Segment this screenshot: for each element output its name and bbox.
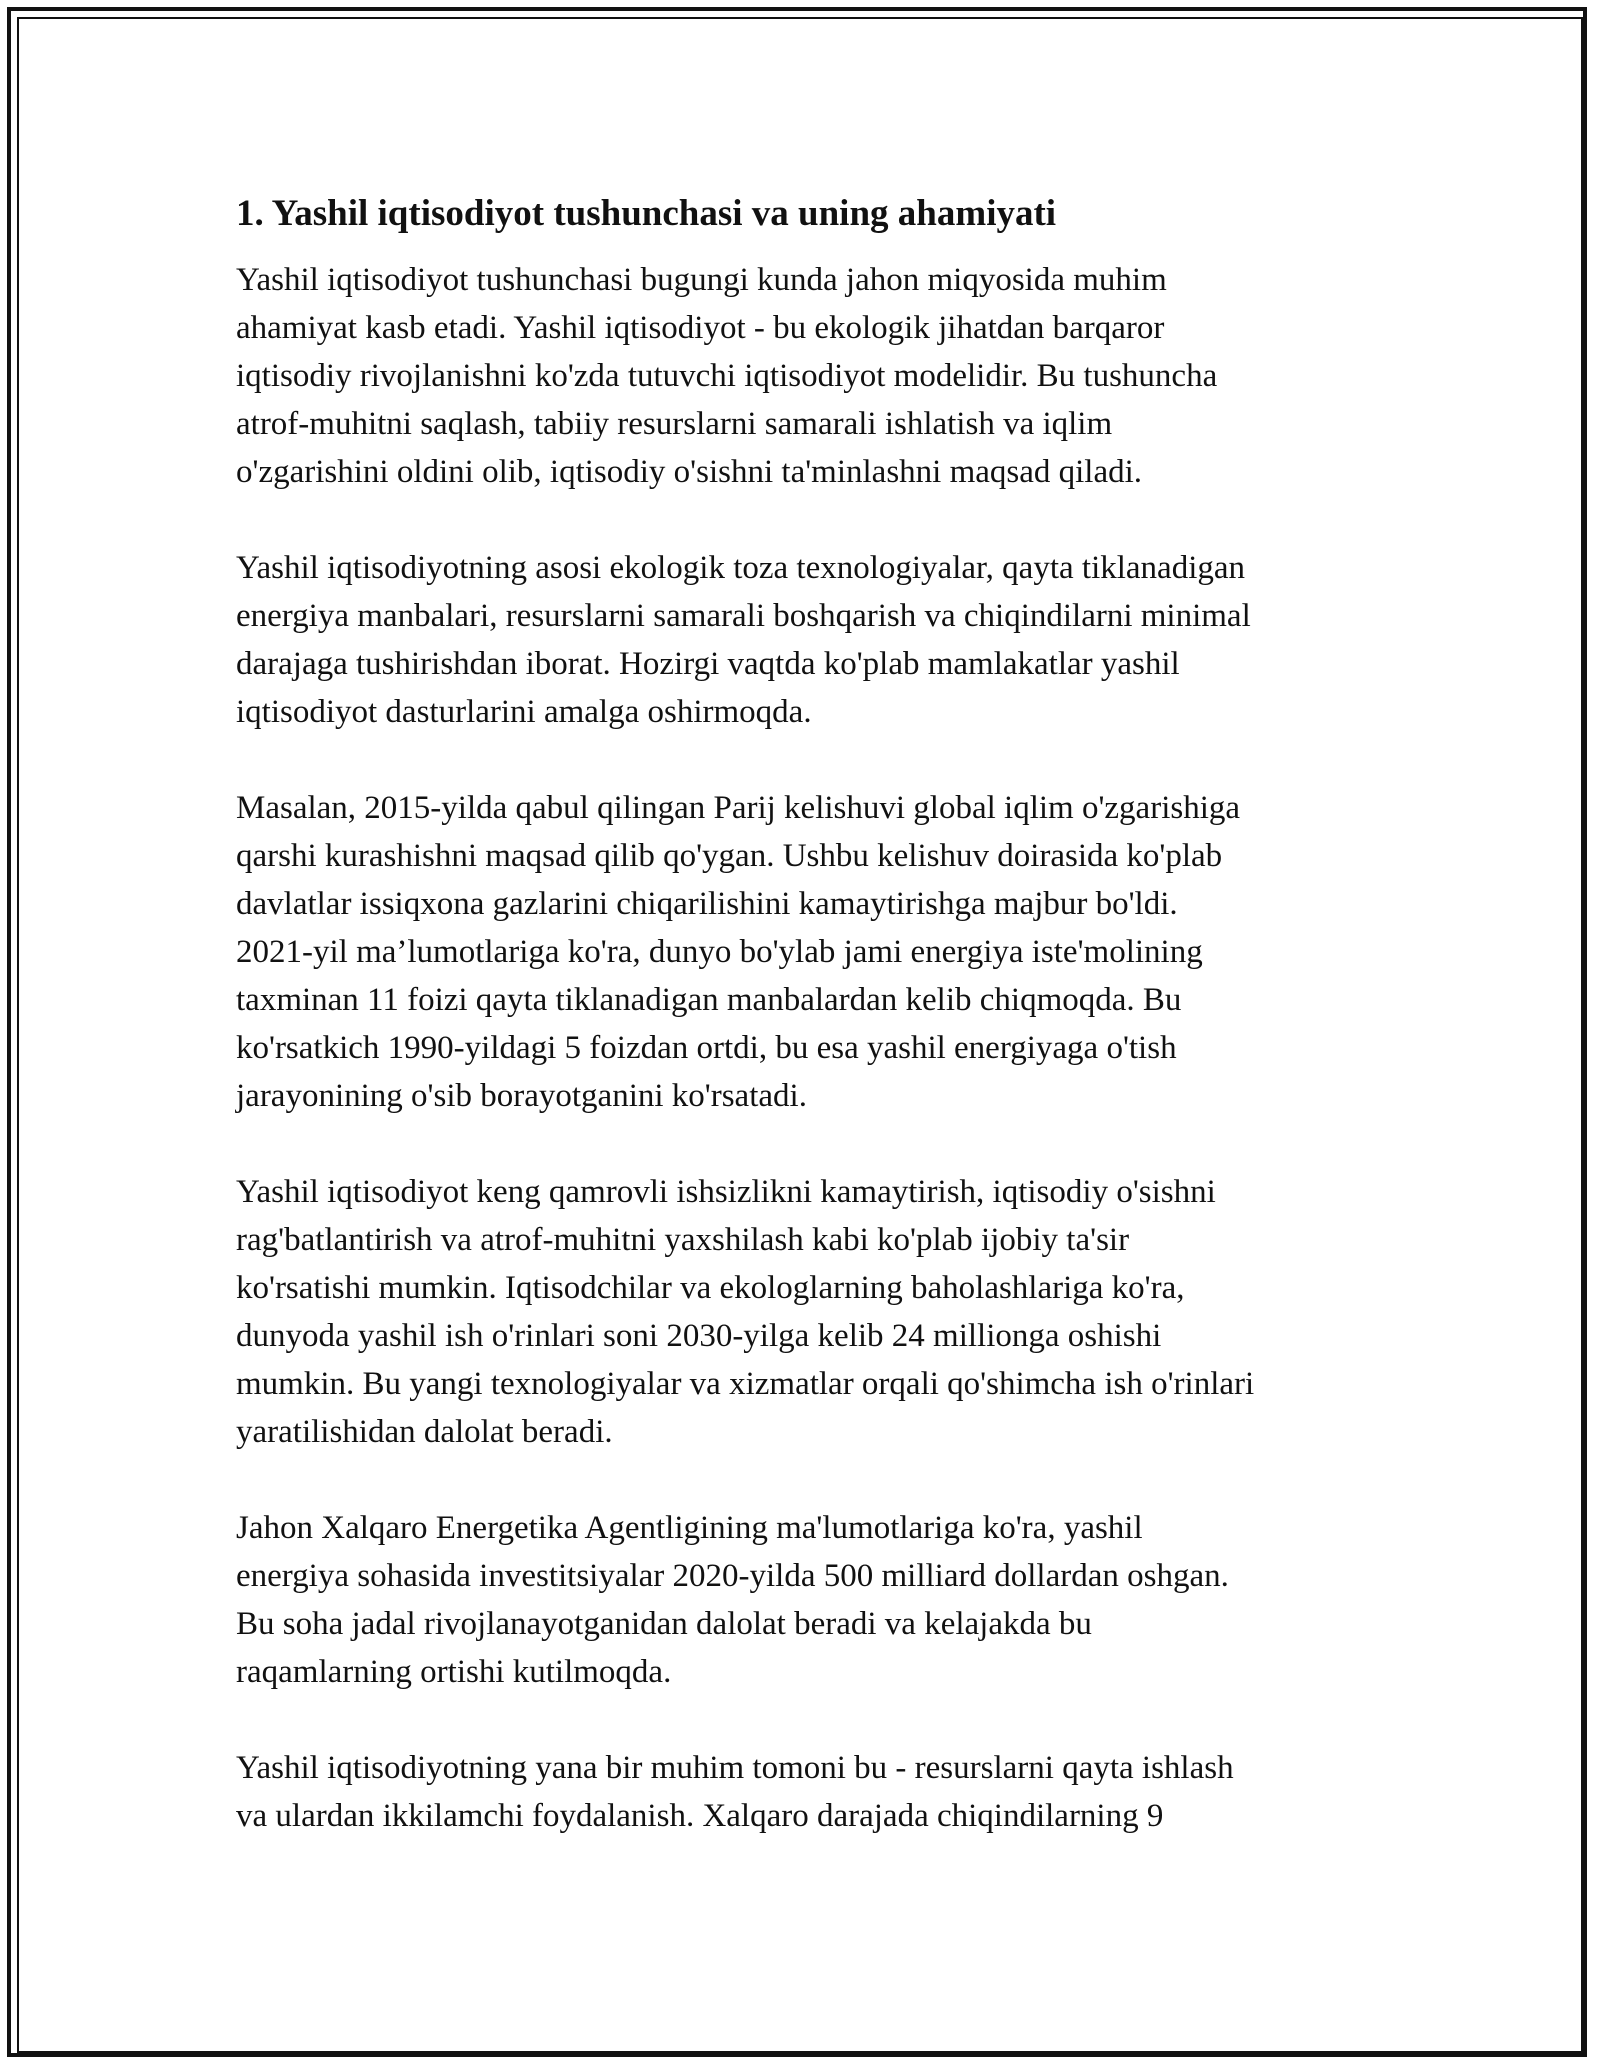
text-line: va ulardan ikkilamchi foydalanish. Xalqaro darajada chiqindilarning 9 [236,1798,1164,1834]
text-line: ko'rsatishi mumkin. Iqtisodchilar va ekologlarning baholashlariga ko'ra, [236,1270,1185,1306]
text-line: Yashil iqtisodiyot tushunchasi bugungi kunda jahon miqyosida muhim [236,262,1167,298]
paragraph-1 [236,256,1386,496]
text-line: energiya sohasida investitsiyalar 2020-yilda 500 milliard dollardan oshgan. [236,1558,1229,1594]
text-line: o'zgarishini oldini olib, iqtisodiy o'sishni ta'minlashni maqsad qiladi. [236,454,1143,490]
text-line: Jahon Xalqaro Energetika Agentligining ma'lumotlariga ko'ra, yashil [236,1510,1143,1546]
section-heading: 1. Yashil iqtisodiyot tushunchasi va uning ahamiyati [236,193,1057,234]
text-line: iqtisodiy rivojlanishni ko'zda tutuvchi iqtisodiyot modelidir. Bu tushuncha [236,358,1218,394]
text-line: energiya manbalari, resurslarni samarali boshqarish va chiqindilarni minimal [236,598,1251,634]
text-line: davlatlar issiqxona gazlarini chiqarilishini kamaytirishga majbur bo'ldi. [236,886,1178,922]
text-line: Masalan, 2015-yilda qabul qilingan Parij kelishuvi global iqlim o'zgarishiga [236,790,1241,826]
text-line: rag'batlantirish va atrof-muhitni yaxshilash kabi ko'plab ijobiy ta'sir [236,1222,1130,1258]
text-line: Yashil iqtisodiyot keng qamrovli ishsizlikni kamaytirish, iqtisodiy o'sishni [236,1174,1216,1210]
text-line: darajaga tushirishdan iborat. Hozirgi vaqtda ko'plab mamlakatlar yashil [236,646,1180,682]
text-line: dunyoda yashil ish o'rinlari soni 2030-yilga kelib 24 millionga oshishi [236,1318,1162,1354]
paragraph-2 [236,544,1386,736]
paragraph-5 [236,1504,1386,1696]
text-line: jarayonining o'sib borayotganini ko'rsatadi. [236,1078,807,1114]
text-line: 2021-yil ma’lumotlariga ko'ra, dunyo bo'ylab jami energiya iste'molining [236,934,1203,970]
text-line: qarshi kurashishni maqsad qilib qo'ygan. Ushbu kelishuv doirasida ko'plab [236,838,1223,874]
text-line: iqtisodiyot dasturlarini amalga oshirmoqda. [236,694,812,730]
text-line: atrof-muhitni saqlash, tabiiy resurslarni samarali ishlatish va iqlim [236,406,1113,442]
text-line: yaratilishidan dalolat beradi. [236,1414,613,1450]
text-line: mumkin. Bu yangi texnologiyalar va xizmatlar orqali qo'shimcha ish o'rinlari [236,1366,1255,1402]
paragraph-6 [236,1744,1386,1840]
document-body [236,188,1386,1888]
text-line: Yashil iqtisodiyotning yana bir muhim tomoni bu - resurslarni qayta ishlash [236,1750,1234,1786]
text-line: raqamlarning ortishi kutilmoqda. [236,1654,672,1690]
text-line: ko'rsatkich 1990-yildagi 5 foizdan ortdi, bu esa yashil energiyaga o'tish [236,1030,1177,1066]
text-line: Bu soha jadal rivojlanayotganidan dalolat beradi va kelajakda bu [236,1606,1092,1642]
paragraph-4 [236,1168,1386,1456]
text-line: taxminan 11 foizi qayta tiklanadigan manbalardan kelib chiqmoqda. Bu [236,982,1182,1018]
paragraph-3 [236,784,1386,1120]
text-line: ahamiyat kasb etadi. Yashil iqtisodiyot - bu ekologik jihatdan barqaror [236,310,1165,346]
text-line: Yashil iqtisodiyotning asosi ekologik toza texnologiyalar, qayta tiklanadigan [236,550,1246,586]
